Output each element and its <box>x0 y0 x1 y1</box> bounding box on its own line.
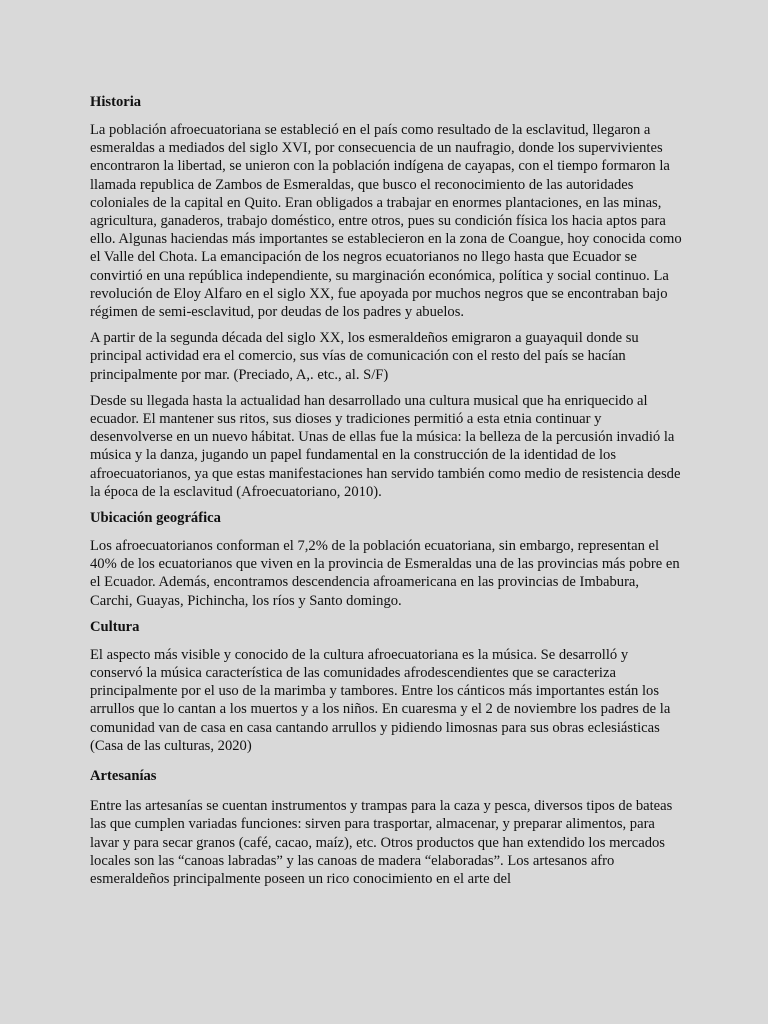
paragraph-artesanias-1: Entre las artesanías se cuentan instrumentos y trampas para la caza y pesca, diversos tipos de bateas las que cumplen variadas funciones: sirven para trasportar, almacenar, y preparar alimentos, para lavar y para secar granos (café, cacao, maíz), etc. Otros productos que han extendido los mercados locales son las “canoas labradas” y las canoas de madera “elaboradas”. Los artesanos afro esmeraldeños principalmente poseen un rico conocimiento en el arte del <box>90 798 673 887</box>
paragraph-historia-1: La población afroecuatoriana se estableció en el país como resultado de la esclavitud, llegaron a esmeraldas a mediados del siglo XVI, por consecuencia de un naufragio, donde los supervivientes encontraron la libertad, se unieron con la población indígena de cayapas, con el tiempo formaron la llamada republica de Zambos de Esmeraldas, que busco el reconocimiento de las autoridades coloniales de la capital en Quito. Eran obligados a trabajar en enormes plantaciones, en las minas, agricultura, ganaderos, trabajo doméstico, entre otros, pues su condición física los hacia aptos para ello. Algunas haciendas más importantes se establecieron en la zona de Coangue, hoy conocida como el Valle del Chota. La emancipación de los negros ecuatorianos no llego hasta que Ecuador se convirtió en una república independiente, su marginación económica, política y social continuo. La revolución de Eloy Alfaro en el siglo XX, fue apoyada por muchos negros que se encontraban bajo régimen de semi-esclavitud, por deudas de los padres y abuelos. <box>90 122 682 321</box>
document-page <box>90 93 684 896</box>
paragraph-ubicacion-1: Los afroecuatorianos conforman el 7,2% de la población ecuatoriana, sin embargo, representan el 40% de los ecuatorianos que viven en la provincia de Esmeraldas una de las provincias más pobre en el Ecuador. Además, encontramos descendencia afroamericana en las provincias de Imbabura, Carchi, Guayas, Pichincha, los ríos y Santo domingo. <box>90 538 680 609</box>
paragraph-historia-3: Desde su llegada hasta la actualidad han desarrollado una cultura musical que ha enriquecido al ecuador. El mantener sus ritos, sus dioses y tradiciones permitió a esta etnia continuar y desenvolverse en un nuevo hábitat. Unas de ellas fue la música: la belleza de la percusión invadió la música y la danza, jugando un papel fundamental en la construcción de la identidad de los afroecuatorianos, ya que estas manifestaciones han servido también como medio de resistencia desde la época de la esclavitud (Afroecuatoriano, 2010). <box>90 392 681 500</box>
section-heading-historia: Historia <box>90 94 142 110</box>
paragraph-historia-2: A partir de la segunda década del siglo XX, los esmeraldeños emigraron a guayaquil donde su principal actividad era el comercio, sus vías de comunicación con el resto del país se hacían principalmente por mar. (Preciado, A,. etc., al. S/F) <box>90 330 639 383</box>
paragraph-cultura-1: El aspecto más visible y conocido de la cultura afroecuatoriana es la música. Se desarrolló y conservó la música característica de las comunidades afrodescendientes que se caracteriza principalmente por el uso de la marimba y tambores. Entre los cánticos más importantes están los arrullos que lo cantan a los muertos y a los niños. En cuaresma y el 2 de noviembre los padres de la comunidad van de casa en casa cantando arrullos y pidiendo limosnas para sus obras eclesiásticas (Casa de las culturas, 2020) <box>90 646 671 754</box>
section-heading-artesanias: Artesanías <box>90 768 157 785</box>
section-heading-ubicacion: Ubicación geográfica <box>90 510 221 527</box>
section-heading-cultura: Cultura <box>90 618 140 635</box>
